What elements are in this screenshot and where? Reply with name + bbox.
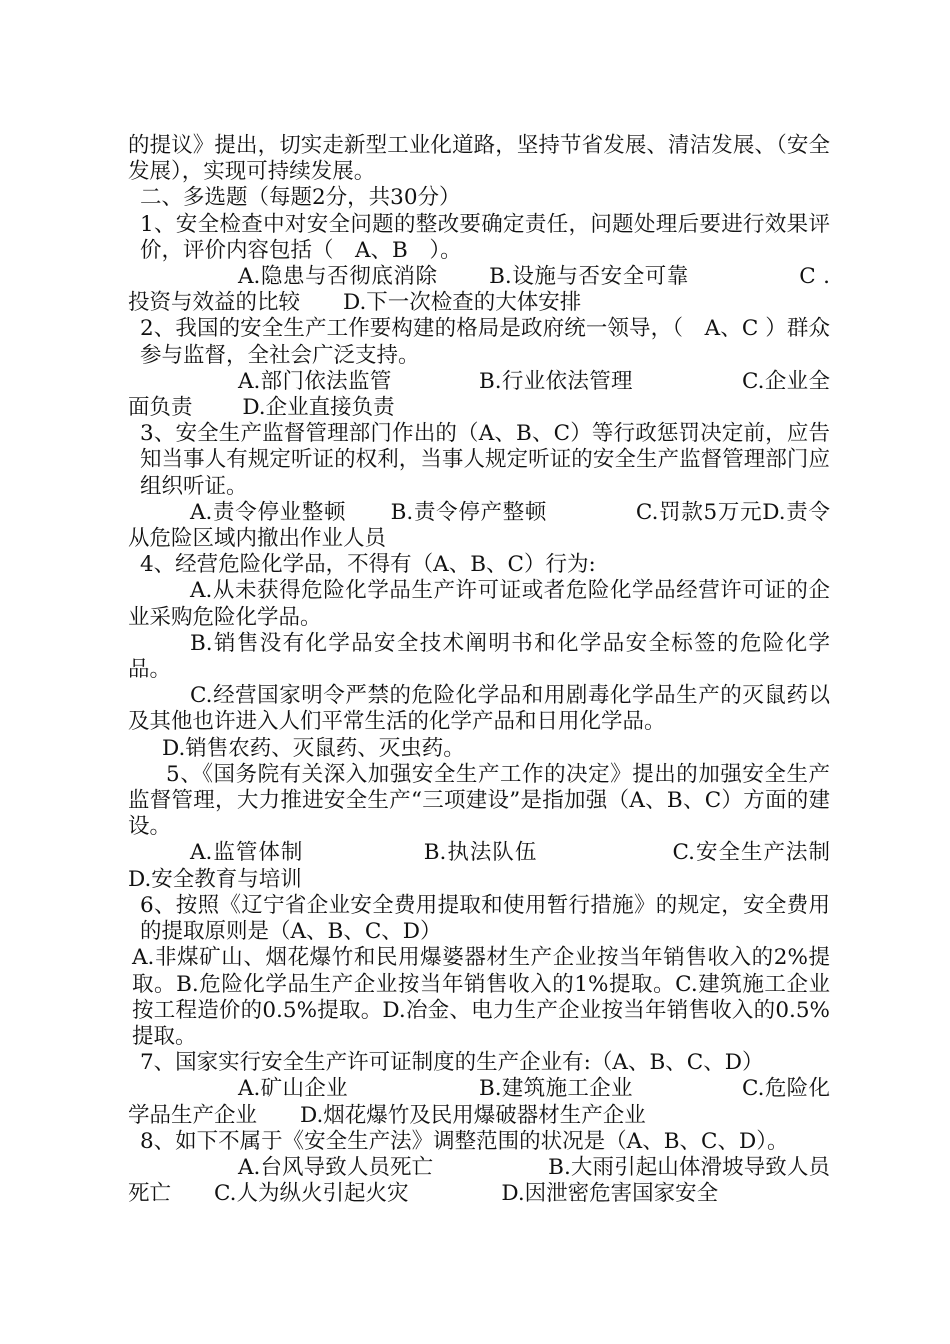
document-page: [128, 133, 859, 1207]
question-8: 8、如下不属于《安全生产法》调整范围的状况是（A、B、C、D）。: [140, 1128, 789, 1154]
section-heading-multiple-choice: 二、多选题（每题2分，共30分）: [140, 185, 461, 211]
question-1: 1、安全检查中对安全问题的整改要确定责任，问题处理后要进行效果评价，评价内容包括（ A、B ）。: [140, 211, 830, 263]
question-1-options: A.隐患与否彻底消除 B.设施与否安全可靠 C .投资与效益的比较 D.下一次检查的大体安排: [128, 264, 830, 316]
paragraph-intro-continuation: 的提议》提出，切实走新型工业化道路，坚持节省发展、清洁发展、（安全发展），实现可持续发展。: [128, 133, 830, 185]
question-8-options: A.台风导致人员死亡 B.大雨引起山体滑坡导致人员死亡 C.人为纵火引起火灾 D.因泄密危害国家安全: [128, 1154, 830, 1207]
question-6: 6、按照《辽宁省企业安全费用提取和使用暂行措施》的规定，安全费用的提取原则是（A、B、C、D）: [140, 892, 830, 945]
question-6-options: A.非煤矿山、烟花爆竹和民用爆婆器材生产企业按当年销售收入的2%提取。B.危险化学品生产企业按当年销售收入的1%提取。C.建筑施工企业按工程造价的0.5%提取。D.冶金、电力生产企业按当年销售收入的0.5%提取。: [132, 945, 830, 1049]
question-4-option-b: B.销售没有化学品安全技术阐明书和化学品安全标签的危险化学品。: [128, 630, 830, 683]
question-4-option-a: A.从未获得危险化学品生产许可证或者危险化学品经营许可证的企业采购危险化学品。: [128, 578, 830, 630]
question-2-options: A.部门依法监管 B.行业依法管理 C.企业全面负责 D.企业直接负责: [128, 368, 830, 421]
question-7-options: A.矿山企业 B.建筑施工企业 C.危险化学品生产企业 D.烟花爆竹及民用爆破器材生产企业: [128, 1076, 830, 1128]
question-3: 3、安全生产监督管理部门作出的（A、B、C）等行政惩罚决定前，应告知当事人有规定听证的权利，当事人规定听证的安全生产监督管理部门应组织听证。: [140, 421, 830, 499]
question-2: 2、我国的安全生产工作要构建的格局是政府统一领导，（ A、C ）群众参与监督，全社会广泛支持。: [140, 316, 830, 368]
question-4-option-c: C.经营国家明令严禁的危险化学品和用剧毒化学品生产的灭鼠药以及其他也许进入人们平常生活的化学产品和日用化学品。: [128, 683, 830, 735]
question-5-options: A.监管体制 B.执法队伍 C.安全生产法制 D.安全教育与培训: [128, 840, 859, 892]
question-5: 5、《国务院有关深入加强安全生产工作的决定》提出的加强安全生产监督管理，大力推进安全生产“三项建设”是指加强（A、B、C）方面的建设。: [128, 761, 830, 840]
question-4-option-d: D.销售农药、灭鼠药、灭虫药。: [162, 735, 465, 761]
question-4: 4、经营危险化学品，不得有（A、B、C）行为:: [140, 552, 596, 578]
question-7: 7、国家实行安全生产许可证制度的生产企业有:（A、B、C、D）: [140, 1050, 764, 1076]
question-3-options: A.责令停业整顿 B.责令停产整顿 C.罚款5万元D.责令从危险区域内撤出作业人员: [128, 499, 830, 552]
